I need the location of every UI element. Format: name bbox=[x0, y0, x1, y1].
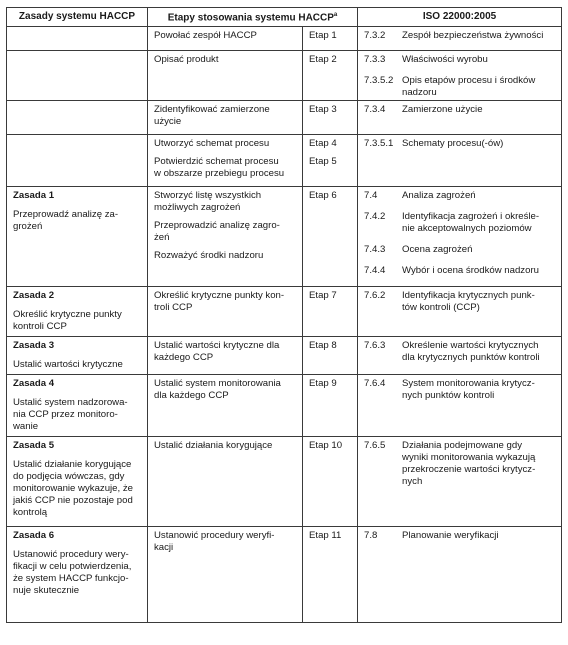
action-text-line: możliwych zagrożeń bbox=[154, 202, 241, 213]
step-label: Etap 10 bbox=[309, 440, 343, 451]
principle-cell bbox=[7, 527, 148, 623]
action-text-line: każdego CCP bbox=[154, 352, 214, 363]
iso-clause-number: 7.6.5 bbox=[364, 440, 386, 451]
principle-cell bbox=[7, 437, 148, 527]
header-stages: Etapy stosowania systemu HACCP$^a$ bbox=[148, 8, 358, 27]
action-text-line: Opisać produkt bbox=[154, 54, 219, 65]
action-text-line: użycie bbox=[154, 116, 182, 127]
iso-clause-number: 7.4.4 bbox=[364, 265, 386, 276]
header-principles: Zasady systemu HACCP bbox=[7, 8, 148, 27]
principle-text-line: kontroli CCP bbox=[13, 321, 67, 332]
iso-clause-number: 7.6.3 bbox=[364, 340, 386, 351]
iso-clause-text: nadzoru bbox=[402, 87, 437, 98]
action-text-line: kacji bbox=[154, 542, 174, 553]
action-text-line: Powołać zespół HACCP bbox=[154, 30, 257, 41]
step-label: Etap 7 bbox=[309, 290, 337, 301]
iso-clause-text: Wybór i ocena środków nadzoru bbox=[402, 265, 539, 276]
principle-text-line: do podjęcia wówczas, gdy bbox=[13, 471, 125, 482]
action-text-line: Zidentyfikować zamierzone bbox=[154, 104, 270, 115]
action-text-line: troli CCP bbox=[154, 302, 193, 313]
principle-cell bbox=[7, 187, 148, 287]
principle-cell bbox=[7, 135, 148, 187]
principle-cell bbox=[7, 51, 148, 101]
iso-cell bbox=[358, 337, 562, 375]
action-text-line: Stworzyć listę wszystkich bbox=[154, 190, 262, 201]
principle-text-line: Ustalić działanie korygujące bbox=[13, 459, 132, 470]
action-text-line: Przeprowadzić analizę zagro- bbox=[154, 220, 280, 231]
principle-title: Zasada 4 bbox=[13, 378, 55, 389]
table-row bbox=[7, 527, 562, 623]
iso-cell bbox=[358, 375, 562, 437]
action-text-line: Rozważyć środki nadzoru bbox=[154, 250, 264, 261]
iso-clause-number: 7.4.3 bbox=[364, 244, 386, 255]
table-row bbox=[7, 51, 562, 101]
principle-text-line: fikacji w celu potwierdzenia, bbox=[13, 561, 132, 572]
principle-text-line: jakiś CCP nie pozostaje pod bbox=[13, 495, 133, 506]
principle-cell bbox=[7, 287, 148, 337]
action-text-line: w obszarze przebiegu procesu bbox=[154, 168, 285, 179]
step-label: Etap 6 bbox=[309, 190, 337, 201]
step-label: Etap 5 bbox=[309, 156, 337, 167]
haccp-iso-comparison-table bbox=[6, 7, 562, 623]
iso-clause-text: Zespół bezpieczeństwa żywności bbox=[402, 30, 544, 41]
action-text-line: Ustanowić procedury weryfi- bbox=[154, 530, 275, 541]
table-row bbox=[7, 135, 562, 187]
iso-clause-text: Działania podejmowane gdy bbox=[402, 440, 523, 451]
action-text-line: Określić krytyczne punkty kon- bbox=[154, 290, 285, 301]
table-row bbox=[7, 437, 562, 527]
step-cell bbox=[303, 287, 358, 337]
principle-text-line: grożeń bbox=[13, 221, 43, 232]
iso-cell bbox=[358, 101, 562, 135]
principle-title: Zasada 6 bbox=[13, 530, 55, 541]
step-cell bbox=[303, 337, 358, 375]
action-cell bbox=[148, 51, 303, 101]
step-label: Etap 8 bbox=[309, 340, 337, 351]
header-iso: ISO 22000:2005 bbox=[358, 8, 562, 27]
iso-clause-text: wyniki monitorowania wykazują bbox=[402, 452, 536, 463]
action-cell bbox=[148, 527, 303, 623]
action-cell bbox=[148, 375, 303, 437]
iso-cell bbox=[358, 27, 562, 51]
iso-clause-text: nych bbox=[402, 476, 423, 487]
principle-text-line: monitorowanie wykazuje, że bbox=[13, 483, 133, 494]
iso-clause-text: nie akceptowalnych poziomów bbox=[402, 223, 532, 234]
action-cell bbox=[148, 101, 303, 135]
action-cell bbox=[148, 135, 303, 187]
action-cell bbox=[148, 27, 303, 51]
iso-cell bbox=[358, 527, 562, 623]
iso-cell bbox=[358, 51, 562, 101]
principle-title: Zasada 3 bbox=[13, 340, 55, 351]
principle-cell bbox=[7, 375, 148, 437]
iso-clause-text: Określenie wartości krytycznych bbox=[402, 340, 539, 351]
table-row bbox=[7, 375, 562, 437]
step-cell bbox=[303, 527, 358, 623]
principle-title: Zasada 5 bbox=[13, 440, 55, 451]
step-label: Etap 9 bbox=[309, 378, 337, 389]
iso-clause-text: Zamierzone użycie bbox=[402, 104, 483, 115]
step-cell bbox=[303, 101, 358, 135]
iso-cell bbox=[358, 437, 562, 527]
step-label: Etap 4 bbox=[309, 138, 337, 149]
iso-clause-number: 7.4 bbox=[364, 190, 378, 201]
iso-clause-number: 7.8 bbox=[364, 530, 378, 541]
step-label: Etap 1 bbox=[309, 30, 337, 41]
iso-clause-text: przekroczenie wartości krytycz- bbox=[402, 464, 536, 475]
iso-clause-number: 7.3.3 bbox=[364, 54, 386, 65]
step-label: Etap 11 bbox=[309, 530, 342, 541]
principle-text-line: Ustalić wartości krytyczne bbox=[13, 359, 123, 370]
iso-clause-text: Opis etapów procesu i środków bbox=[402, 75, 536, 86]
iso-clause-text: System monitorowania krytycz- bbox=[402, 378, 535, 389]
iso-clause-text: Identyfikacja krytycznych punk- bbox=[402, 290, 535, 301]
footnote-marker: a bbox=[333, 12, 338, 19]
principle-text-line: wanie bbox=[13, 421, 39, 432]
iso-clause-number: 7.6.2 bbox=[364, 290, 386, 301]
iso-clause-text: Analiza zagrożeń bbox=[402, 190, 476, 201]
iso-clause-text: Ocena zagrożeń bbox=[402, 244, 473, 255]
iso-clause-text: dla krytycznych punktów kontroli bbox=[402, 352, 540, 363]
iso-clause-number: 7.3.5.1 bbox=[364, 138, 394, 149]
step-cell bbox=[303, 51, 358, 101]
step-label: Etap 3 bbox=[309, 104, 337, 115]
principle-text-line: że system HACCP funkcjo- bbox=[13, 573, 129, 584]
principle-text-line: nia CCP przez monitoro- bbox=[13, 409, 118, 420]
principle-text-line: Ustanowić procedury wery- bbox=[13, 549, 129, 560]
principle-text-line: Ustalić system nadzorowa- bbox=[13, 397, 128, 408]
principle-cell bbox=[7, 101, 148, 135]
step-cell bbox=[303, 437, 358, 527]
step-cell bbox=[303, 27, 358, 51]
principle-text-line: nuje skutecznie bbox=[13, 585, 80, 596]
action-text-line: Potwierdzić schemat procesu bbox=[154, 156, 279, 167]
header-row bbox=[7, 8, 562, 27]
action-text-line: Utworzyć schemat procesu bbox=[154, 138, 270, 149]
principle-cell bbox=[7, 27, 148, 51]
action-text-line: Ustalić wartości krytyczne dla bbox=[154, 340, 280, 351]
principle-text-line: Przeprowadź analizę za- bbox=[13, 209, 119, 220]
iso-clause-text: Schematy procesu(-ów) bbox=[402, 138, 504, 149]
step-label: Etap 2 bbox=[309, 54, 337, 65]
principle-title: Zasada 2 bbox=[13, 290, 55, 301]
action-text-line: dla każdego CCP bbox=[154, 390, 229, 401]
iso-clause-number: 7.3.2 bbox=[364, 30, 386, 41]
principle-text-line: Określić krytyczne punkty bbox=[13, 309, 122, 320]
iso-clause-number: 7.6.4 bbox=[364, 378, 386, 389]
iso-clause-text: nych punktów kontroli bbox=[402, 390, 495, 401]
step-cell bbox=[303, 135, 358, 187]
iso-cell bbox=[358, 135, 562, 187]
iso-clause-number: 7.3.4 bbox=[364, 104, 386, 115]
step-cell bbox=[303, 187, 358, 287]
table-row bbox=[7, 287, 562, 337]
iso-clause-number: 7.4.2 bbox=[364, 211, 386, 222]
principle-title: Zasada 1 bbox=[13, 190, 55, 201]
iso-cell bbox=[358, 287, 562, 337]
principle-text-line: kontrolą bbox=[13, 507, 48, 518]
table-row bbox=[7, 337, 562, 375]
action-cell bbox=[148, 337, 303, 375]
iso-clause-text: Właściwości wyrobu bbox=[402, 54, 488, 65]
action-cell bbox=[148, 187, 303, 287]
action-text-line: Ustalić działania korygujące bbox=[154, 440, 273, 451]
action-cell bbox=[148, 287, 303, 337]
principle-cell bbox=[7, 337, 148, 375]
action-text-line: żeń bbox=[154, 232, 170, 243]
iso-cell bbox=[358, 187, 562, 287]
iso-clause-text: tów kontroli (CCP) bbox=[402, 302, 480, 313]
iso-clause-number: 7.3.5.2 bbox=[364, 75, 394, 86]
action-cell bbox=[148, 437, 303, 527]
table-row bbox=[7, 101, 562, 135]
step-cell bbox=[303, 375, 358, 437]
table-body bbox=[7, 27, 562, 623]
iso-clause-text: Planowanie weryfikacji bbox=[402, 530, 499, 541]
table-row bbox=[7, 187, 562, 287]
action-text-line: Ustalić system monitorowania bbox=[154, 378, 281, 389]
iso-clause-text: Identyfikacja zagrożeń i określe- bbox=[402, 211, 540, 222]
table-row bbox=[7, 27, 562, 51]
